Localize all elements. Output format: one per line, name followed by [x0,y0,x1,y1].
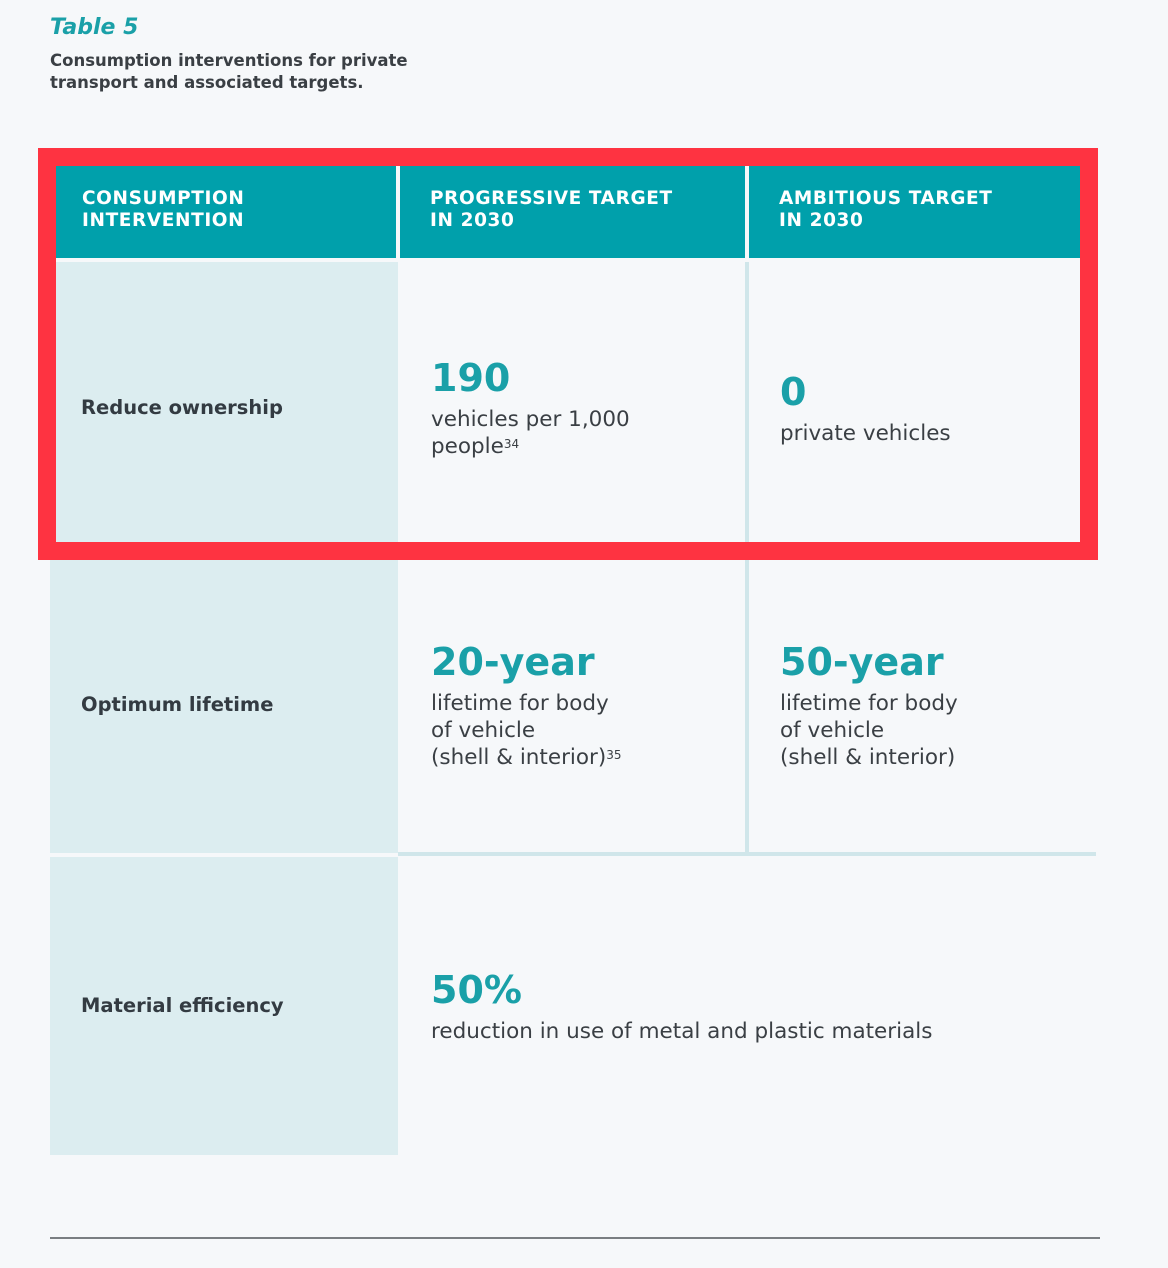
progressive-value: 20-year [431,640,595,684]
row-label-material-efficiency: Material efficiency [81,994,284,1017]
desc-line: people [431,434,504,459]
header-ambitious-target: AMBITIOUS TARGET IN 2030 [749,166,1080,258]
desc-line: lifetime for body [431,691,609,716]
footnote-marker: 35 [606,748,622,762]
header-consumption-intervention: CONSUMPTION INTERVENTION [56,166,396,258]
desc-line: (shell & interior) [780,745,956,770]
desc-line: of vehicle [431,718,536,743]
row-divider [398,852,1096,856]
desc-line: (shell & interior) [431,745,607,770]
table-label: Table 5 [50,15,139,40]
row-label-reduce-ownership: Reduce ownership [81,396,283,419]
table-caption: Consumption interventions for private transport and associated targets. [50,51,408,92]
bottom-rule [50,1237,1100,1239]
desc-line: lifetime for body [780,691,958,716]
column-divider [745,262,749,552]
progressive-description [431,690,622,771]
desc-line: of vehicle [780,718,885,743]
ambitious-description [780,690,958,771]
row-label-optimum-lifetime: Optimum lifetime [81,693,274,716]
ambitious-value: 0 [780,370,807,414]
column-divider [745,560,749,853]
progressive-description [431,406,630,460]
desc-line: vehicles per 1,000 [431,407,630,432]
footnote-marker: 34 [503,437,520,451]
progressive-value: 190 [431,356,511,400]
combined-description: reduction in use of metal and plastic materials [431,1019,933,1044]
ambitious-value: 50-year [780,640,944,684]
combined-value: 50% [431,968,522,1012]
ambitious-description: private vehicles [780,421,951,446]
header-progressive-target: PROGRESSIVE TARGET IN 2030 [400,166,745,258]
